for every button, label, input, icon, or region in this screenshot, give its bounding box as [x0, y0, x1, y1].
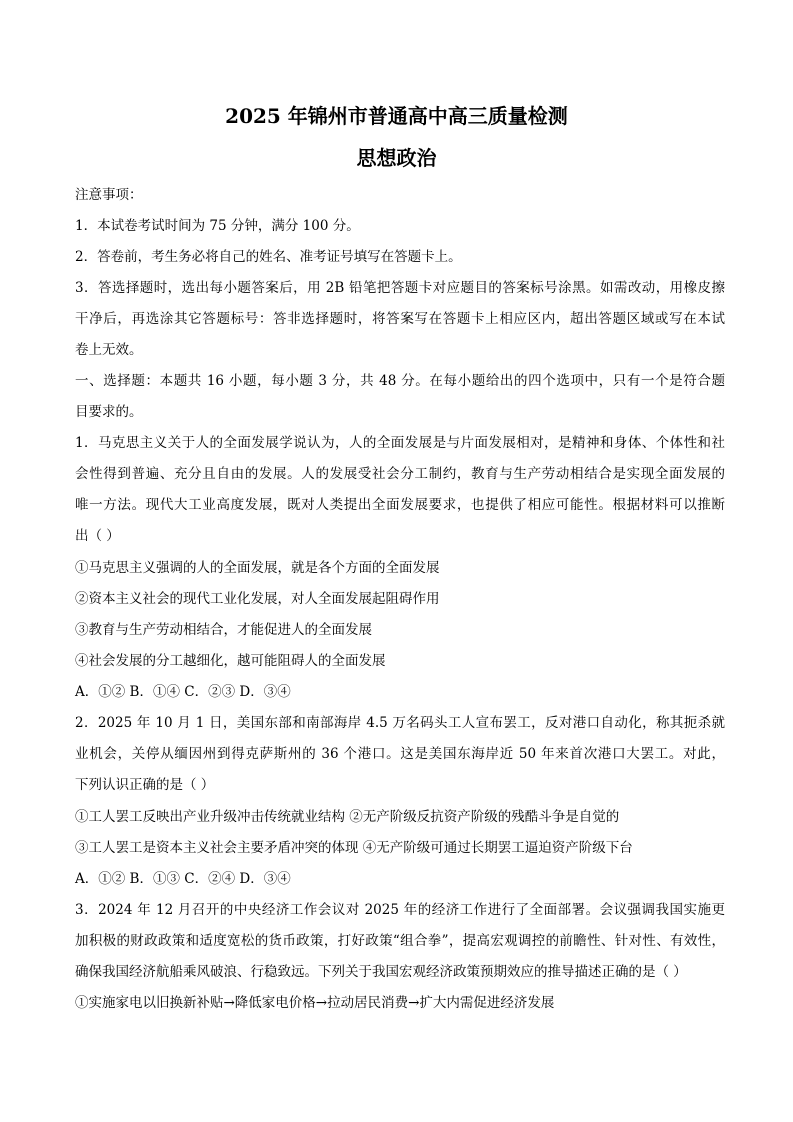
section-heading: 一、选择题：本题共 16 小题，每小题 3 分，共 48 分。在每小题给出的四个选项中，只有一个是符合题: [75, 373, 725, 389]
question-stem: 唯一方法。现代大工业高度发展，既对人类提出全面发展要求，也提供了相应可能性。根据材料可以推断: [75, 497, 725, 513]
question-stem: 3．2024 年 12 月召开的中央经济工作会议对 2025 年的经济工作进行了全面部署。会议强调我国实施更: [75, 902, 725, 918]
question-stem: 确保我国经济航船乘风破浪、行稳致远。下列关于我国宏观经济政策预期效应的推导描述正确的是（ ）: [75, 964, 687, 980]
question-item: ①实施家电以旧换新补贴→降低家电价格→拉动居民消费→扩大内需促进经济发展: [75, 995, 555, 1011]
question-item: ④社会发展的分工越细化，越可能阻碍人的全面发展: [75, 653, 386, 669]
notice-line: 2．答卷前，考生务必将自己的姓名、准考证号填写在答题卡上。: [75, 249, 462, 265]
question-stem: 加积极的财政政策和适度宽松的货币政策，打好政策“组合拳”，提高宏观调控的前瞻性、针对性、有效性，: [75, 933, 725, 949]
question-item: ①工人罢工反映出产业升级冲击传统就业结构 ②无产阶级反抗资产阶级的残酷斗争是自觉的: [75, 809, 620, 825]
question-options: A．①② B．①③ C．②④ D．③④: [75, 871, 291, 887]
question-item: ①马克思主义强调的人的全面发展，就是各个方面的全面发展: [75, 560, 440, 576]
exam-title: 2025 年锦州市普通高中高三质量检测: [225, 104, 568, 128]
notice-line: 干净后，再选涂其它答题标号：答非选择题时，将答案写在答题卡上相应区内，超出答题区域或写在本试: [75, 311, 725, 327]
question-stem: 出（ ）: [75, 528, 120, 544]
question-stem: 下列认识正确的是（ ）: [75, 777, 215, 793]
subject-title: 思想政治: [356, 146, 437, 170]
question-options: A．①② B．①④ C．②③ D．③④: [75, 684, 291, 700]
question-stem: 1．马克思主义关于人的全面发展学说认为，人的全面发展是与片面发展相对，是精神和身体、个体性和社: [75, 435, 725, 451]
question-stem: 会性得到普遍、充分且自由的发展。人的发展受社会分工制约，教育与生产劳动相结合是实现全面发展的: [75, 466, 725, 482]
notice-line: 1．本试卷考试时间为 75 分钟，满分 100 分。: [75, 218, 360, 234]
notice-line: 卷上无效。: [75, 342, 143, 358]
question-item: ②资本主义社会的现代工业化发展，对人全面发展起阻碍作用: [75, 591, 440, 607]
question-stem: 2．2025 年 10 月 1 日，美国东部和南部海岸 4.5 万名码头工人宣布罢工，反对港口自动化，称其扼杀就: [75, 715, 725, 731]
question-item: ③工人罢工是资本主义社会主要矛盾冲突的体现 ④无产阶级可通过长期罢工逼迫资产阶级下台: [75, 840, 633, 856]
question-item: ③教育与生产劳动相结合，才能促进人的全面发展: [75, 622, 372, 638]
question-stem: 业机会，关停从缅因州到得克萨斯州的 36 个港口。这是美国东海岸近 50 年来首次港口大罢工。对此，: [75, 746, 725, 762]
notice-line: 3．答选择题时，选出每小题答案后，用 2B 铅笔把答题卡对应题目的答案标号涂黑。如需改动，用橡皮擦: [75, 280, 725, 296]
section-heading: 目要求的。: [75, 404, 143, 420]
notice-heading: 注意事项：: [75, 187, 143, 203]
